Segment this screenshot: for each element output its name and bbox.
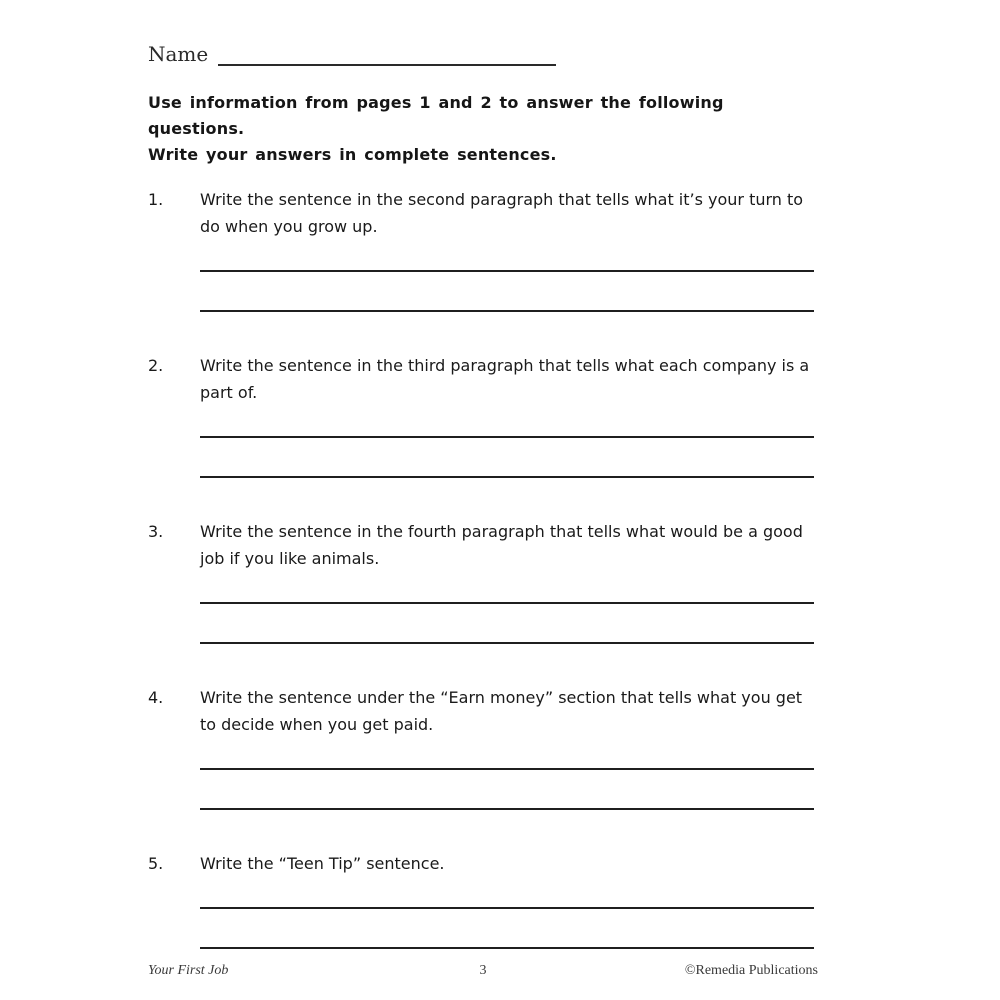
instructions: [148, 90, 816, 168]
question-body: [200, 352, 816, 504]
answer-blank-line: [200, 438, 814, 478]
question-number: 4.: [148, 688, 164, 707]
question-2: [148, 352, 816, 504]
question-number: 1.: [148, 190, 164, 209]
answer-blank-line: [200, 568, 814, 604]
question-4: [148, 684, 816, 836]
name-row: [148, 42, 816, 66]
question-text: Write the sentence in the third paragraph that tells what each company is a part of.: [200, 356, 810, 402]
question-text: Write the sentence in the second paragraph that tells what it’s your turn to do when you grow up.: [200, 190, 804, 236]
answer-area: [200, 734, 816, 810]
answer-blank-line: [200, 236, 814, 272]
question-text: Write the sentence under the “Earn money” section that tells what you get to decide when you get paid.: [200, 688, 803, 734]
question-body: [200, 684, 816, 836]
question-3: [148, 518, 816, 670]
name-blank-line: [218, 42, 556, 66]
question-text: Write the “Teen Tip” sentence.: [200, 854, 445, 873]
answer-blank-line: [200, 734, 814, 770]
spacer: [200, 644, 816, 670]
spacer: [200, 810, 816, 836]
question-number: 3.: [148, 522, 164, 541]
answer-area: [200, 568, 816, 644]
answer-area: [200, 402, 816, 478]
answer-blank-line: [200, 402, 814, 438]
footer-page-number: 3: [479, 963, 487, 978]
spacer: [200, 312, 816, 338]
page-footer: [148, 963, 818, 979]
footer-book-title: Your First Job: [148, 963, 229, 978]
answer-blank-line: [200, 770, 814, 810]
question-5: [148, 850, 816, 949]
question-1: [148, 186, 816, 338]
question-body: [200, 186, 816, 338]
question-number: 5.: [148, 854, 164, 873]
question-body: [200, 518, 816, 670]
answer-area: [200, 236, 816, 312]
answer-blank-line: [200, 873, 814, 909]
question-number: 2.: [148, 356, 164, 375]
spacer: [200, 478, 816, 504]
answer-blank-line: [200, 272, 814, 312]
instructions-line-1: Use information from pages 1 and 2 to answer the following questions.: [148, 93, 724, 138]
worksheet-content: [148, 42, 816, 949]
question-body: [200, 850, 816, 949]
footer-publisher: ©Remedia Publications: [684, 963, 818, 978]
question-text: Write the sentence in the fourth paragraph that tells what would be a good job if you like animals.: [200, 522, 803, 568]
answer-area: [200, 873, 816, 949]
answer-blank-line: [200, 604, 814, 644]
instructions-line-2: Write your answers in complete sentences.: [148, 145, 557, 164]
name-label: Name: [148, 42, 209, 66]
answer-blank-line: [200, 909, 814, 949]
